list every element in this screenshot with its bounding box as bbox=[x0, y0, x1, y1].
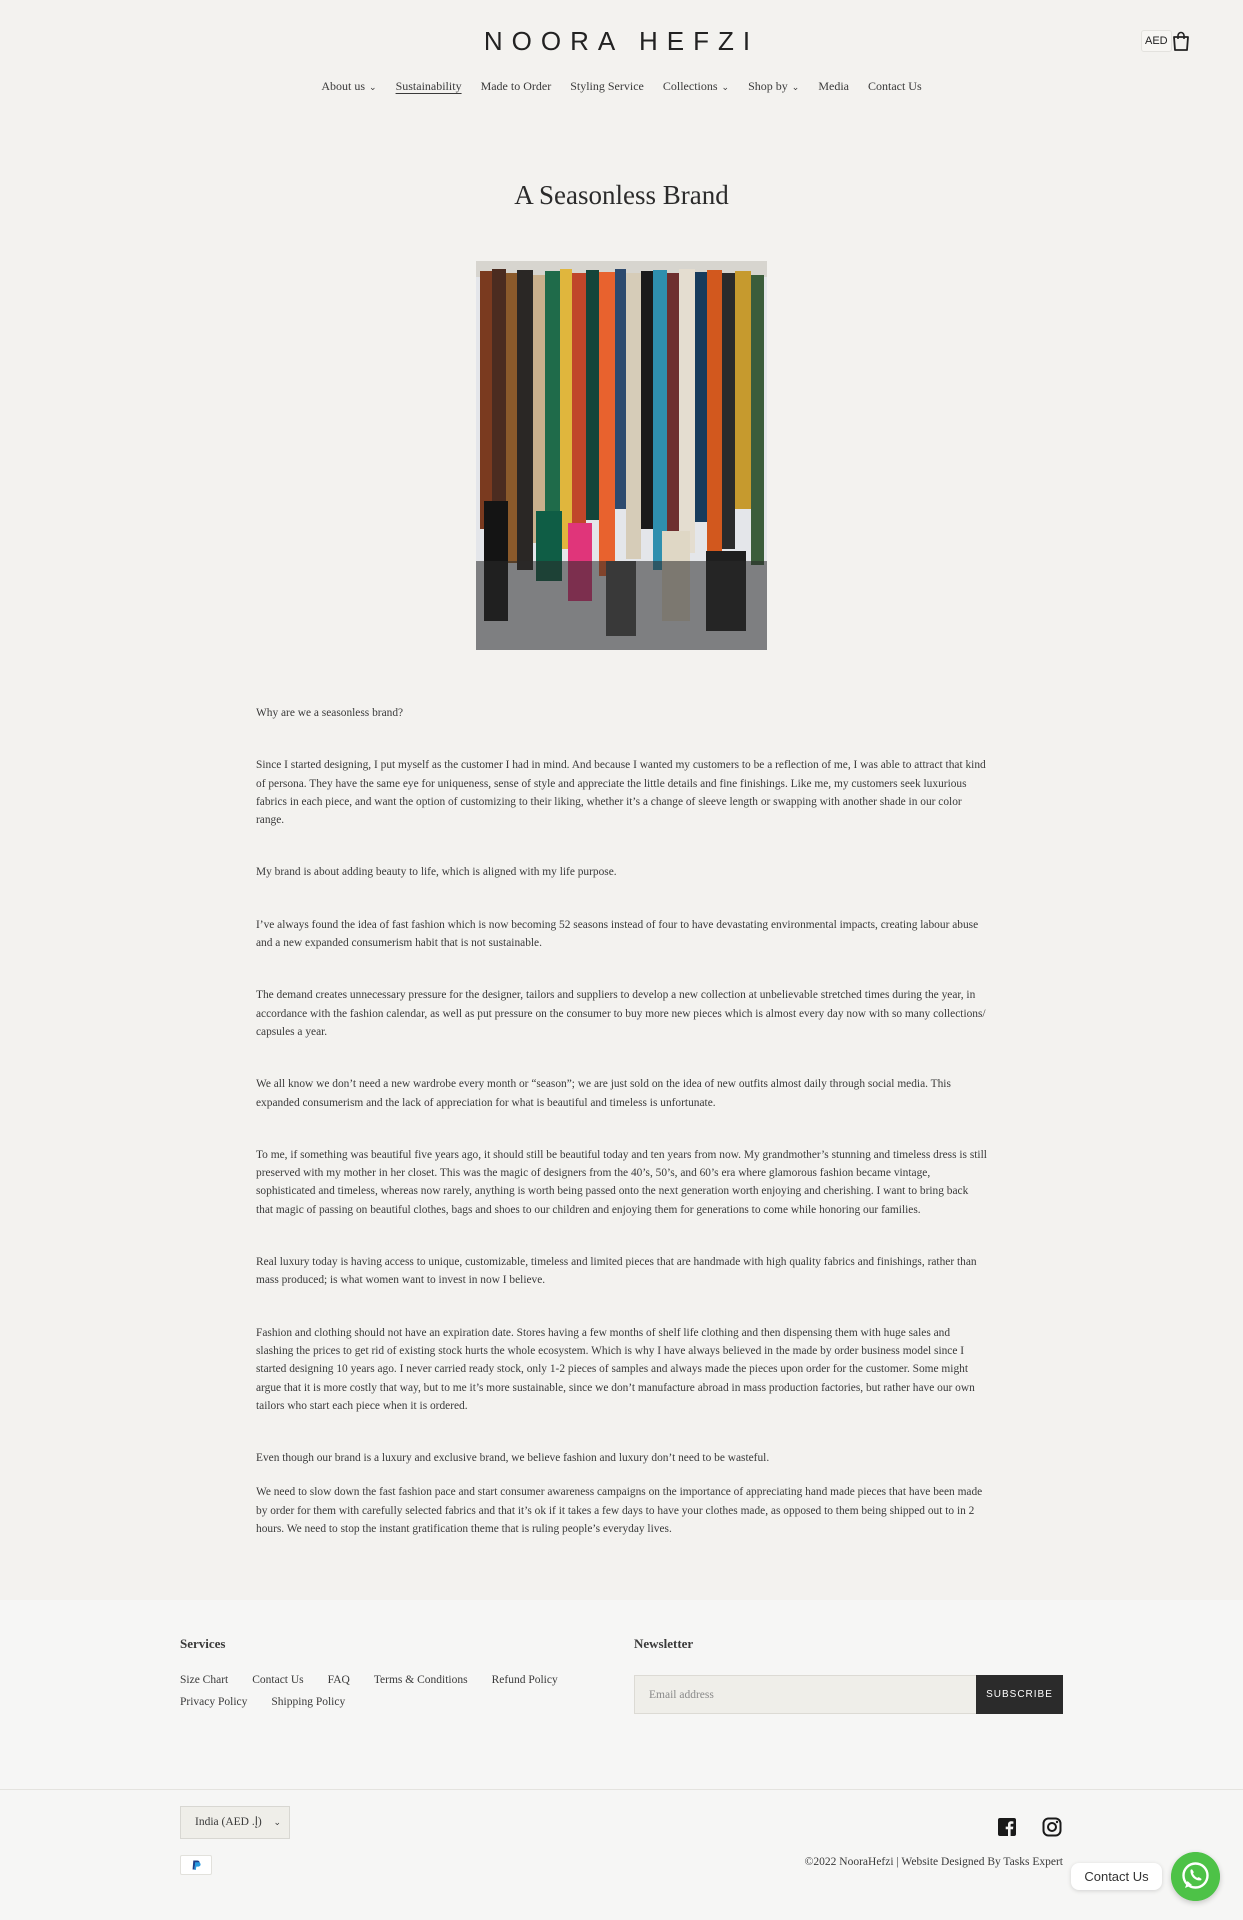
nav-item-styling-service[interactable]: Styling Service bbox=[570, 79, 644, 93]
nav-item-sustainability[interactable]: Sustainability bbox=[395, 79, 462, 93]
article-paragraph: Real luxury today is having access to unique, customizable, timeless and limited pieces that are handmade with high quality fabrics and finishings, rather than mass produced; is what women want to invest in now I believe. bbox=[256, 1256, 977, 1287]
copyright-text: ©2022 NooraHefzi | Website Designed By Tasks Expert bbox=[804, 1856, 1063, 1868]
chevron-down-icon: ⌄ bbox=[721, 82, 730, 92]
article-paragraph: I’ve always found the idea of fast fashion which is now becoming 52 seasons instead of four to have devastating environmental impacts, creating labour abuse and a new expanded consumerism habit that is not sustainable. bbox=[256, 918, 979, 950]
site-logo[interactable]: NOORA HEFZI bbox=[483, 26, 760, 56]
whatsapp-contact-label[interactable]: Contact Us bbox=[1071, 1863, 1162, 1890]
footer-link-contact-us[interactable]: Contact Us bbox=[252, 1674, 304, 1686]
currency-selector[interactable]: AED bbox=[1141, 30, 1172, 52]
nav-item-about-us[interactable]: About us ⌄ bbox=[321, 79, 377, 93]
chevron-down-icon: ⌄ bbox=[369, 82, 377, 92]
article-body bbox=[256, 704, 988, 1572]
paypal-icon bbox=[180, 1855, 212, 1875]
subscribe-button[interactable]: SUBSCRIBE bbox=[976, 1675, 1063, 1714]
footer-link-faq[interactable]: FAQ bbox=[327, 1674, 350, 1686]
article-paragraph: Even though our brand is a luxury and exclusive brand, we believe fashion and luxury don’t need to be wasteful. bbox=[256, 1452, 770, 1465]
article-paragraph: Since I started designing, I put myself as the customer I had in mind. And because I wanted my customers to be a reflection of me, I was able to attract that kind of persona. They have the same eye for uniqueness, sense of style and appreciate the little details and fine finishings. Like me, my customers seek luxurious fabrics in each piece, and want the option of customizing to their liking, whether it’s a change of sleeve length or swapping with another shade in our color range. bbox=[256, 759, 986, 827]
newsletter-heading: Newsletter bbox=[634, 1636, 694, 1651]
article-paragraph: Why are we a seasonless brand? bbox=[256, 707, 404, 719]
footer-link-refund-policy[interactable]: Refund Policy bbox=[491, 1674, 558, 1686]
article-paragraph: To me, if something was beautiful five years ago, it should still be beautiful today and ten years from now. My grandmother’s stunning and timeless dress is still preserved with my mother in her closet. This was the magic of designers from the 40’s, 50’s, and 60’s era where glamorous fashion became vintage, sophisticated and timeless, whereas now rarely, anything is worth being passed onto the next generation worth enjoying and cherishing. I want to bring back that magic of passing on beautiful clothes, bags and shoes to our children and enjoying them for generations to come while honoring our families. bbox=[256, 1148, 987, 1216]
article-paragraph: Fashion and clothing should not have an expiration date. Stores having a few months of shelf life clothing and then dispensing them with huge sales and slashing the prices to get rid of existing stock hurts the whole ecosystem. Which is why I have always believed in the made by order business model since I started designing 10 years ago. I never carried ready stock, only 1-2 pieces of samples and always made the pieces upon order for the customer. Some might argue that it is more costly that way, but to me it’s more sustainable, since we don’t manufacture abroad in mass production factories, but rather have our own tailors who start each piece when it is ordered. bbox=[256, 1326, 975, 1412]
footer-link-size-chart[interactable]: Size Chart bbox=[180, 1674, 229, 1686]
nav-item-media[interactable]: Media bbox=[818, 79, 849, 93]
footer-link-terms[interactable]: Terms & Conditions bbox=[373, 1674, 468, 1686]
footer-links bbox=[180, 1672, 600, 1710]
chevron-down-icon: ⌄ bbox=[273, 1817, 281, 1827]
footer-link-privacy-policy[interactable]: Privacy Policy bbox=[180, 1696, 248, 1708]
newsletter-email-input[interactable] bbox=[634, 1675, 976, 1714]
footer-link-shipping-policy[interactable]: Shipping Policy bbox=[271, 1696, 346, 1708]
services-heading: Services bbox=[180, 1636, 226, 1651]
article-paragraph: The demand creates unnecessary pressure for the designer, tailors and suppliers to develop a new collection at unbelievable stretched times during the year, in accordance with the fashion calendar, as well as put pressure on the consumer to buy more new pieces which is almost every day now with so many collections/ capsules a year. bbox=[256, 989, 986, 1038]
footer-top bbox=[0, 1600, 1243, 1790]
instagram-icon[interactable] bbox=[1042, 1817, 1062, 1837]
clothes-rack-photo bbox=[476, 261, 767, 650]
country-selector[interactable] bbox=[180, 1806, 290, 1839]
chevron-down-icon: ⌄ bbox=[791, 82, 800, 92]
country-selector-label: India (AED ‎.إ) bbox=[195, 1816, 262, 1828]
cart-icon[interactable] bbox=[1172, 31, 1190, 51]
nav-item-made-to-order[interactable]: Made to Order bbox=[480, 79, 552, 93]
nav-item-shop-by[interactable]: Shop by ⌄ bbox=[748, 79, 800, 93]
article-paragraph: We all know we don’t need a new wardrobe every month or “season”; we are just sold on the idea of new outfits almost daily through social media. This expanded consumerism and the lack of appreciation for what is beautiful and timeless is unfortunate. bbox=[256, 1078, 951, 1109]
footer-bottom bbox=[0, 1790, 1243, 1920]
nav-item-collections[interactable]: Collections ⌄ bbox=[662, 79, 730, 93]
site-header bbox=[0, 0, 1243, 120]
nav-item-contact-us[interactable]: Contact Us bbox=[867, 79, 922, 93]
article-paragraph: My brand is about adding beauty to life, which is aligned with my life purpose. bbox=[256, 866, 617, 879]
facebook-icon[interactable] bbox=[997, 1817, 1017, 1837]
whatsapp-icon[interactable] bbox=[1171, 1852, 1220, 1901]
article-paragraph: We need to slow down the fast fashion pace and start consumer awareness campaigns on the importance of appreciating hand made pieces that have been made by order for them with carefully selected fabrics and that it’s ok if it takes a few days to have your clothes made, as opposed to them being shipped out to in 2 hours. We need to stop the instant gratification theme that is ruling people’s everyday lives. bbox=[256, 1486, 983, 1536]
main-nav bbox=[0, 79, 1243, 94]
page-title: A Seasonless Brand bbox=[514, 180, 729, 210]
